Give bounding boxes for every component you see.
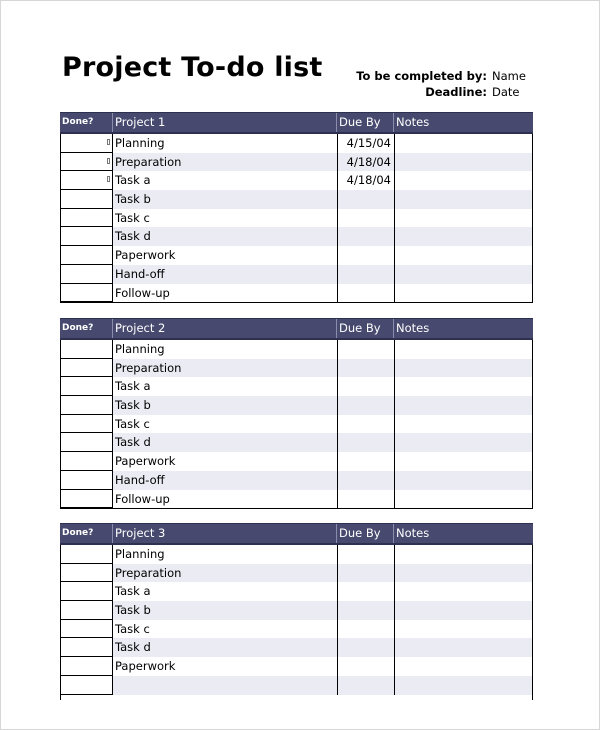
notes-cell[interactable] [394,564,532,583]
table-row [61,676,532,695]
task-cell[interactable]: Task d [113,638,337,657]
comment-marker-icon [107,139,110,145]
meta-completed-row [340,68,540,84]
table-row [61,415,532,434]
done-checkbox[interactable] [61,620,113,639]
table-row [61,153,532,172]
notes-cell[interactable] [394,676,532,695]
done-checkbox[interactable] [61,545,113,564]
notes-cell[interactable] [394,340,532,359]
header-done: Done? [62,323,94,333]
done-checkbox[interactable] [61,452,113,471]
table-row [61,601,532,620]
due-date-cell[interactable] [337,415,394,434]
task-cell[interactable]: Task a [115,379,151,394]
done-checkbox[interactable] [61,657,113,676]
task-cell[interactable]: Planning [115,547,165,561]
table-row [61,377,532,396]
table-row [61,209,532,228]
task-cell[interactable]: Task c [115,621,150,636]
done-checkbox[interactable] [61,359,113,378]
project-body [60,134,533,303]
notes-cell[interactable] [394,657,532,676]
table-row [61,396,532,415]
notes-cell[interactable] [394,171,532,190]
due-date-cell[interactable]: 4/18/04 [337,153,394,172]
notes-cell[interactable] [394,433,532,452]
due-date-cell[interactable] [337,377,394,396]
project-header [60,523,533,545]
table-row [61,359,532,378]
due-date-cell[interactable] [337,246,394,265]
due-date-cell[interactable] [337,564,394,583]
due-date-cell[interactable] [337,582,394,601]
deadline-value[interactable]: Date [492,85,520,99]
task-cell[interactable] [113,676,337,695]
done-checkbox[interactable] [61,490,113,509]
task-cell[interactable]: Preparation [113,359,337,378]
task-cell[interactable]: Task c [115,416,150,431]
project-body [60,340,533,509]
task-cell[interactable]: Task b [113,396,337,415]
done-checkbox[interactable] [61,415,113,434]
done-checkbox[interactable] [61,377,113,396]
done-checkbox[interactable] [61,246,113,265]
done-checkbox[interactable] [61,582,113,601]
table-row [61,452,532,471]
notes-cell[interactable] [394,265,532,284]
done-checkbox[interactable] [61,209,113,228]
project-table-2 [60,318,533,509]
notes-cell[interactable] [394,452,532,471]
task-cell[interactable]: Paperwork [115,454,176,469]
task-cell[interactable]: Hand-off [113,265,337,284]
table-row [61,433,532,452]
due-date-cell[interactable] [337,359,394,378]
done-checkbox[interactable] [61,171,113,190]
done-checkbox[interactable] [61,265,113,284]
project-header [60,112,533,134]
task-cell[interactable]: Follow-up [115,491,170,506]
done-checkbox[interactable] [61,190,113,209]
table-row [61,582,532,601]
done-checkbox[interactable] [61,153,113,172]
header-due-by: Due By [336,319,393,338]
due-date-cell[interactable] [337,433,394,452]
notes-cell[interactable] [394,415,532,434]
table-row [61,564,532,583]
notes-cell[interactable] [394,284,532,303]
due-date-cell[interactable] [337,601,394,620]
table-row [61,657,532,676]
task-cell[interactable]: Planning [115,136,165,150]
header-project-name: Project 3 [112,524,336,543]
due-date-cell[interactable] [337,490,394,509]
table-row [61,265,532,284]
table-row [61,545,532,564]
task-cell[interactable]: Task c [115,210,150,225]
header-notes: Notes [393,319,533,338]
done-checkbox[interactable] [61,676,113,695]
done-checkbox[interactable] [61,433,113,452]
done-checkbox[interactable] [61,134,113,153]
notes-cell[interactable] [394,153,532,172]
notes-cell[interactable] [394,227,532,246]
task-cell[interactable]: Paperwork [115,659,176,674]
due-date-cell[interactable] [337,471,394,490]
done-checkbox[interactable] [61,638,113,657]
completed-by-value[interactable]: Name [492,69,526,83]
notes-cell[interactable] [394,638,532,657]
table-row [61,171,532,190]
due-date-cell[interactable] [337,209,394,228]
table-row [61,284,532,303]
due-date-cell[interactable] [337,676,394,695]
header-due-by: Due By [336,113,393,132]
table-row [61,471,532,490]
done-checkbox[interactable] [61,396,113,415]
header-project-name: Project 2 [112,319,336,338]
due-date-cell[interactable] [337,265,394,284]
notes-cell[interactable] [394,190,532,209]
due-date-cell[interactable] [337,620,394,639]
table-row [61,620,532,639]
header-done: Done? [62,117,94,127]
header-notes: Notes [393,113,533,132]
done-checkbox[interactable] [61,227,113,246]
due-date-cell[interactable]: 4/18/04 [337,171,394,190]
project-header [60,318,533,340]
completed-by-label: To be completed by: [356,69,487,83]
due-date-cell[interactable] [337,657,394,676]
project-body [60,545,533,700]
table-row [61,638,532,657]
comment-marker-icon [107,176,110,182]
header-project-name: Project 1 [112,113,336,132]
notes-cell[interactable] [394,545,532,564]
due-date-cell[interactable] [337,227,394,246]
due-date-cell[interactable] [337,396,394,415]
project-table-3 [60,523,533,700]
table-row [61,134,532,153]
task-cell[interactable]: Task a [115,173,151,188]
task-cell[interactable]: Task b [113,601,337,620]
notes-cell[interactable] [394,396,532,415]
table-row [61,190,532,209]
meta-info [340,68,540,100]
due-date-cell[interactable]: 4/15/04 [337,134,394,153]
header-due-by: Due By [336,524,393,543]
notes-cell[interactable] [394,209,532,228]
due-date-cell[interactable] [337,452,394,471]
page-title: Project To-do list [62,52,323,83]
due-date-cell[interactable] [337,545,394,564]
notes-cell[interactable] [394,601,532,620]
deadline-label: Deadline: [425,85,487,99]
task-cell[interactable]: Preparation [113,564,337,583]
project-table-1 [60,112,533,303]
task-cell[interactable]: Hand-off [113,471,337,490]
task-cell[interactable]: Task d [113,433,337,452]
table-row [61,227,532,246]
comment-marker-icon [107,158,110,164]
task-cell[interactable]: Planning [115,342,165,356]
notes-cell[interactable] [394,490,532,509]
done-checkbox[interactable] [61,601,113,620]
table-row [61,340,532,359]
done-checkbox[interactable] [61,340,113,359]
notes-cell[interactable] [394,134,532,153]
task-cell[interactable]: Task d [113,227,337,246]
task-cell[interactable]: Task b [113,190,337,209]
task-cell[interactable]: Preparation [113,153,337,172]
notes-cell[interactable] [394,377,532,396]
table-row [61,246,532,265]
header-notes: Notes [393,524,533,543]
table-row [61,490,532,509]
due-date-cell[interactable] [337,638,394,657]
due-date-cell[interactable] [337,284,394,303]
done-checkbox[interactable] [61,564,113,583]
task-cell[interactable]: Task a [115,584,151,599]
notes-cell[interactable] [394,471,532,490]
notes-cell[interactable] [394,620,532,639]
due-date-cell[interactable] [337,190,394,209]
due-date-cell[interactable] [337,340,394,359]
done-checkbox[interactable] [61,284,113,303]
task-cell[interactable]: Paperwork [115,248,176,263]
notes-cell[interactable] [394,582,532,601]
header-done: Done? [62,528,94,538]
meta-deadline-row [340,84,540,100]
task-cell[interactable]: Follow-up [115,285,170,300]
done-checkbox[interactable] [61,471,113,490]
notes-cell[interactable] [394,246,532,265]
notes-cell[interactable] [394,359,532,378]
